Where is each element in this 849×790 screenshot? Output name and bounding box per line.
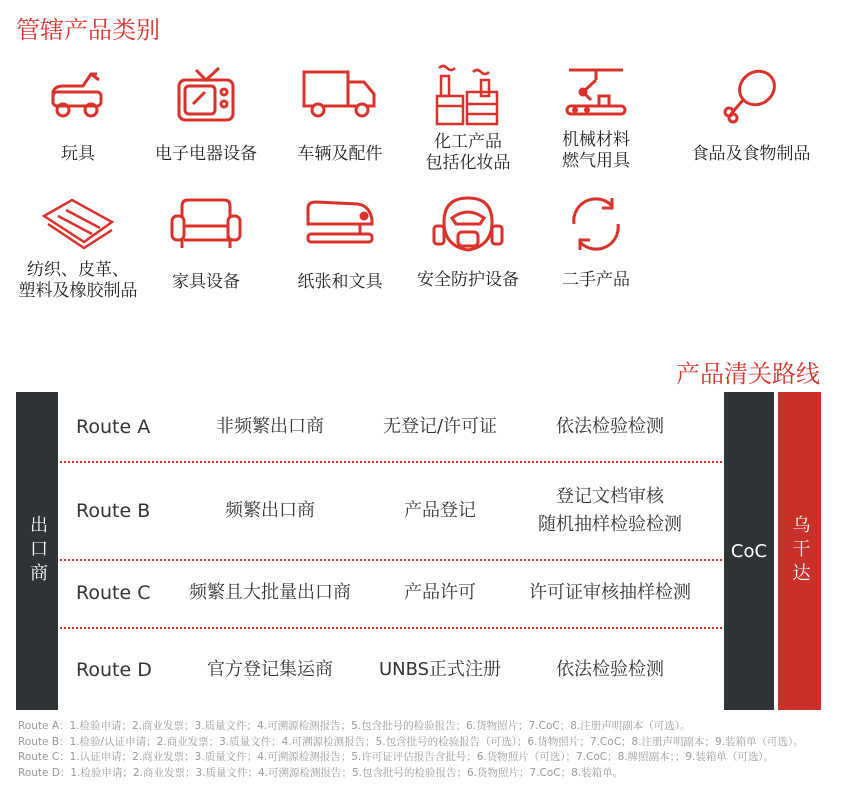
category-label: 食品及食物制品 <box>691 144 811 164</box>
category-label: 机械材料 燃气用具 <box>562 130 630 171</box>
uganda-column <box>778 392 821 710</box>
category-label: 家具设备 <box>172 272 240 292</box>
route-name: Route B <box>76 500 151 522</box>
category-stationery <box>270 198 410 293</box>
route-exporter: 非频繁出口商 <box>216 416 324 437</box>
note-line: Route B：1.检验/认证申请；2.商业发票；3.质量文件；4.可溯源检测报告；5.包含批号的检验报告（可选）；6.货物照片；7.CoC；8.注册声明副本；9.装箱单（可选）。 <box>18 735 804 748</box>
factory-icon <box>433 62 503 128</box>
route-divider <box>60 559 722 561</box>
route-registration: 产品登记 <box>404 500 476 521</box>
stapler-icon <box>302 198 378 248</box>
gas-mask-icon <box>432 194 504 254</box>
category-label: 车辆及配件 <box>297 144 383 164</box>
route-registration: 产品许可 <box>404 582 476 603</box>
route-inspection: 依法检验检测 <box>556 659 664 680</box>
category-label: 二手产品 <box>562 270 630 290</box>
category-electronics <box>136 66 276 165</box>
category-vehicles <box>270 66 410 165</box>
category-textiles <box>8 194 148 302</box>
category-secondhand <box>526 194 666 291</box>
route-registration: UNBS正式注册 <box>378 659 502 680</box>
route-inspection: 登记文档审核 随机抽样检验检测 <box>538 486 682 535</box>
truck-icon <box>300 66 380 126</box>
category-safety <box>398 194 538 291</box>
route-row-c <box>60 570 722 616</box>
category-label: 安全防护设备 <box>417 270 519 290</box>
route-exporter: 频繁出口商 <box>225 500 315 521</box>
category-food <box>681 66 821 165</box>
coc-column <box>724 392 774 710</box>
route-inspection: 依法检验检测 <box>556 416 664 437</box>
category-label: 化工产品 包括化妆品 <box>425 132 511 173</box>
category-label: 纺织、皮革、 塑料及橡胶制品 <box>18 260 138 301</box>
category-chemicals <box>398 62 538 174</box>
route-exporter: 官方登记集运商 <box>207 659 333 680</box>
uganda-label: 乌干达 <box>789 515 811 587</box>
route-divider <box>60 627 722 629</box>
robot-arm-icon <box>561 66 631 122</box>
route-name: Route C <box>76 582 151 604</box>
route-row-b <box>60 482 722 540</box>
tv-icon <box>171 66 241 126</box>
note-line: Route D：1.检验申请；2.商业发票；3.质量文件；4.可溯源检测报告；5.包含批号的检验报告；6.货物照片；7.CoC；8.装箱单。 <box>18 766 624 779</box>
route-inspection: 许可证审核抽样检测 <box>529 582 691 603</box>
page-title: 管辖产品类别 <box>16 16 160 44</box>
note-line: Route C：1.认证申请；2.商业发票；3.质量文件；4.可溯源检测报告；5.许可证评估报告含批号；6.货物照片（可选）；7.CoC；8.牌照副本；；9.装箱单（可选）。 <box>18 751 775 763</box>
category-machinery <box>526 66 666 172</box>
route-registration: 无登记/许可证 <box>382 416 498 437</box>
sofa-icon <box>168 194 244 252</box>
fabric-icon <box>38 194 118 252</box>
exporter-label: 出口商 <box>27 515 48 587</box>
note-line: Route A：1.检验申请；2.商业发票；3.质量文件；4.可溯源检测报告；5.包含批号的检验报告；6.货物照片；7.CoC；8.注册声明副本（可选）。 <box>18 720 691 732</box>
category-label: 纸张和文具 <box>297 272 383 292</box>
category-label: 电子电器设备 <box>155 144 257 164</box>
toy-car-icon <box>43 66 113 126</box>
chicken-leg-icon <box>721 66 781 126</box>
route-name: Route D <box>76 659 152 681</box>
category-furniture <box>136 194 276 293</box>
route-divider <box>60 461 722 463</box>
category-label: 玩具 <box>61 144 95 164</box>
category-toys <box>8 66 148 165</box>
exporter-column <box>16 392 58 710</box>
route-notes <box>18 719 804 781</box>
route-exporter: 频繁且大批量出口商 <box>189 582 351 603</box>
route-row-a <box>60 404 722 450</box>
coc-label: CoC <box>730 540 768 562</box>
route-row-d <box>60 647 722 693</box>
recycle-icon <box>564 194 628 254</box>
routes-title: 产品清关路线 <box>676 360 820 388</box>
route-name: Route A <box>76 416 151 438</box>
